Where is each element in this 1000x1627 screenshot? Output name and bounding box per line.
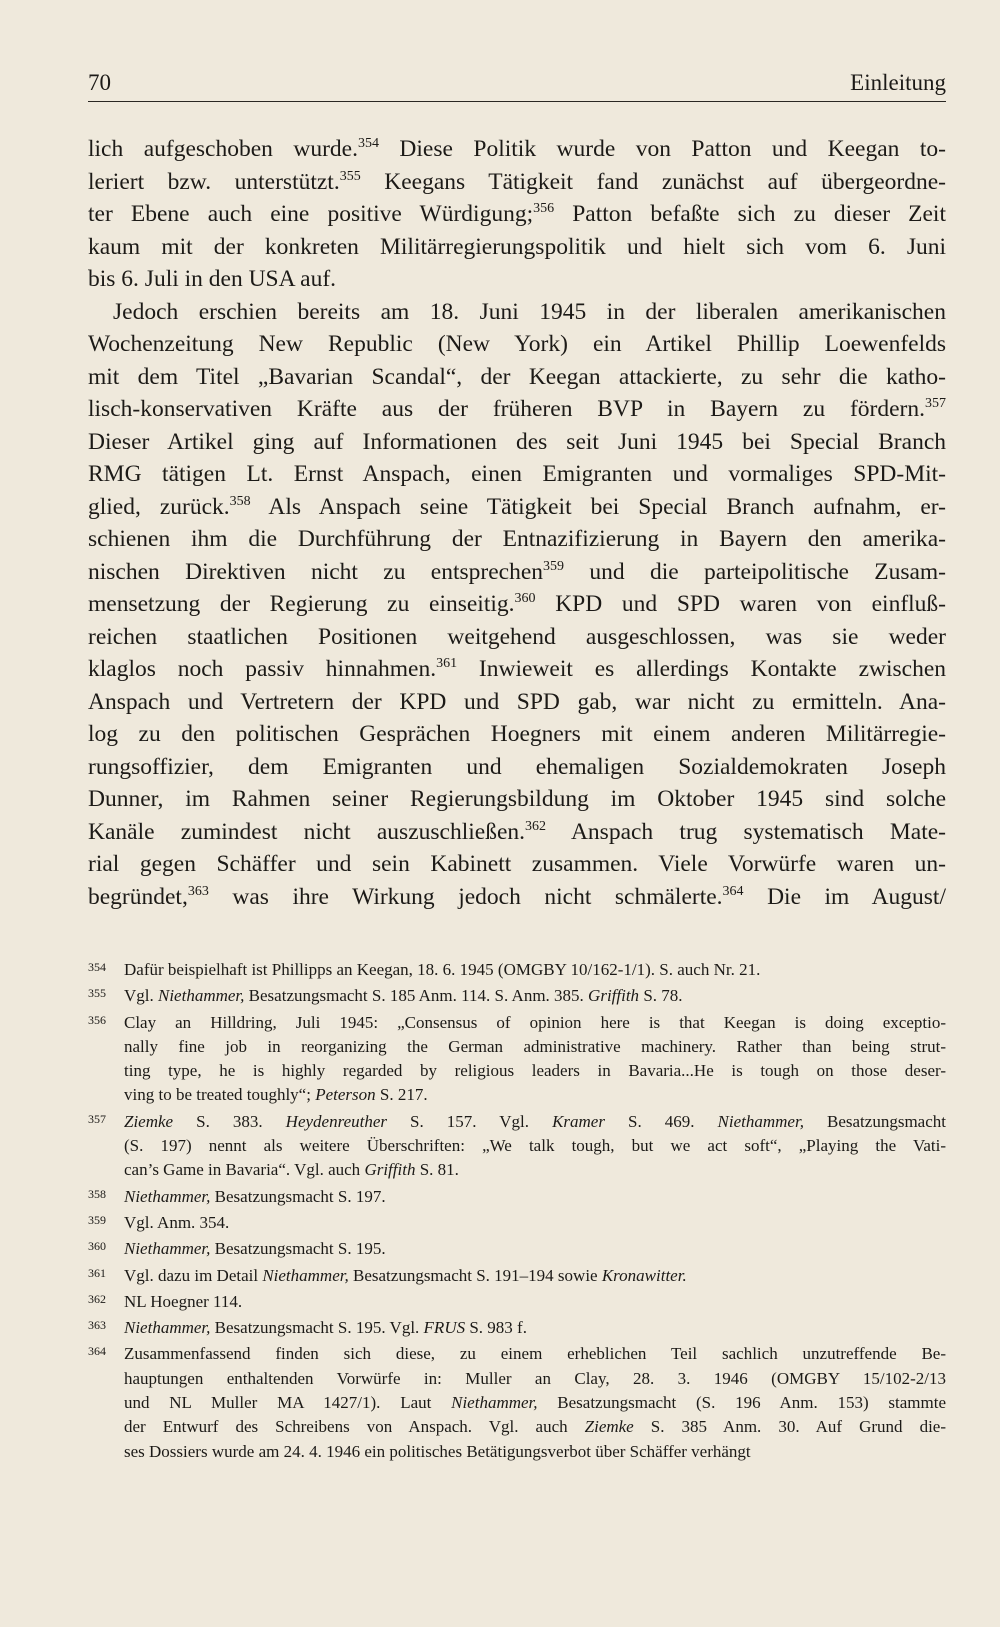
- text-run: Jedoch erschien bereits am 18. Juni 1945 in der liberalen amerikanischen: [113, 298, 946, 325]
- text-run: Anspach trug systematisch Mate-: [546, 818, 946, 845]
- footnote-number: 360: [88, 1239, 106, 1254]
- text-run: klaglos noch passiv hinnahmen.: [88, 656, 437, 682]
- text-line: [88, 426, 946, 459]
- text-run: rial gegen Schäffer und sein Kabinett zusammen. Viele Vorwürfe waren un-: [88, 851, 946, 877]
- footnote-ref: 358: [229, 493, 251, 509]
- footnote-line: [124, 1185, 946, 1209]
- footnote: [88, 1342, 946, 1463]
- text-run: lich aufgeschoben wurde.: [88, 136, 358, 162]
- italic-text: Griffith: [588, 986, 640, 1006]
- text-line: [88, 166, 946, 199]
- text-run: Dieser Artikel ging auf Informationen des seit Juni 1945 bei Special Branch: [88, 428, 946, 455]
- text-run: ting type, he is highly regarded by religious leaders in Bavaria...He is tough on those deser-: [124, 1061, 946, 1081]
- text-line: [88, 718, 946, 751]
- text-line: [88, 133, 946, 166]
- text-run: S. 983 f.: [465, 1318, 527, 1338]
- text-run: Inwieweit es allerdings Kontakte zwischen: [457, 656, 947, 682]
- text-run: Die im August/: [743, 883, 946, 910]
- footnote: [88, 1316, 946, 1340]
- footnote-line: [124, 1059, 946, 1083]
- text-run: ses Dossiers wurde am 24. 4. 1946 ein politisches Betätigungsverbot über Schäffer verhängt: [124, 1441, 751, 1461]
- footnote: [88, 958, 946, 982]
- text-run: mensetzung der Regierung zu einseitig.: [88, 591, 515, 617]
- footnote-number: 363: [88, 1318, 106, 1333]
- footnote-line: [124, 1211, 946, 1235]
- footnote-text: [124, 1264, 946, 1288]
- footnote-line: [124, 1158, 946, 1182]
- text-run: und NL Muller MA 1427/1). Laut: [124, 1393, 452, 1413]
- text-run: glied, zurück.: [88, 493, 230, 520]
- text-run: kaum mit der konkreten Militärregierungspolitik und hielt sich vom 6. Juni: [88, 233, 946, 260]
- text-line: [88, 588, 946, 621]
- text-run: Diese Politik wurde von Patton und Keegan to-: [378, 136, 946, 162]
- footnote: [88, 1264, 946, 1288]
- text-run: rungsoffizier, dem Emigranten und ehemaligen Sozialdemokraten Joseph: [88, 753, 946, 780]
- italic-text: Peterson: [315, 1085, 376, 1105]
- text-run: der Entwurf des Schreibens von Anspach. Vgl. auch: [124, 1417, 585, 1437]
- italic-text: Ziemke: [584, 1417, 634, 1437]
- italic-text: Niethammer,: [262, 1265, 349, 1285]
- footnote-text: [124, 1110, 946, 1183]
- text-line: [88, 686, 946, 719]
- text-run: S. 385 Anm. 30. Auf Grund die-: [633, 1417, 946, 1437]
- text-run: schienen ihm die Durchführung der Entnazifizierung in Bayern den amerika-: [88, 526, 946, 552]
- footnote-line: [124, 1110, 946, 1134]
- text-line: [88, 458, 946, 491]
- footnote-number: 354: [88, 960, 106, 974]
- footnote-ref: 357: [925, 396, 946, 411]
- italic-text: Heydenreuther: [285, 1111, 387, 1131]
- text-run: Vgl. Anm. 354.: [124, 1212, 230, 1232]
- footnote-line: [124, 1134, 946, 1158]
- footnote-number: 361: [88, 1265, 106, 1280]
- footnote-line: [124, 1035, 946, 1059]
- text-run: nischen Direktiven nicht zu entsprechen: [88, 558, 544, 585]
- text-run: und die parteipolitische Zusam-: [564, 558, 946, 585]
- footnote-ref: 360: [514, 591, 536, 606]
- italic-text: Niethammer,: [124, 1186, 211, 1206]
- footnote-ref: 364: [722, 883, 744, 899]
- footnote-line: [124, 1264, 946, 1288]
- footnote-text: [124, 958, 946, 982]
- footnote-ref: 359: [543, 558, 565, 574]
- italic-text: Niethammer,: [451, 1393, 538, 1413]
- text-run: Besatzungsmacht S. 185 Anm. 114. S. Anm. 385.: [244, 986, 589, 1006]
- footnote: [88, 1011, 946, 1108]
- text-run: Besatzungsmacht S. 195. Vgl.: [210, 1318, 424, 1338]
- footnote-text: [124, 1342, 946, 1463]
- main-text: [88, 133, 946, 913]
- text-line: [88, 816, 946, 849]
- text-line: [88, 231, 946, 264]
- page-header: [88, 70, 946, 96]
- italic-text: Ziemke: [124, 1111, 174, 1131]
- text-run: Kanäle zumindest nicht auszuschließen.: [88, 818, 525, 845]
- footnote-number: 359: [88, 1212, 106, 1227]
- text-run: Besatzungsmacht S. 191–194 sowie: [348, 1265, 602, 1285]
- text-run: Wochenzeitung New Republic (New York) ein Artikel Phillip Loewenfelds: [88, 331, 946, 357]
- footnote-ref: 354: [357, 136, 379, 151]
- footnote-ref: 362: [525, 818, 546, 834]
- text-run: begründet,: [88, 883, 188, 910]
- footnote-number: 357: [88, 1111, 106, 1126]
- text-run: ving to be treated toughly“;: [124, 1085, 316, 1105]
- text-run: S. 81.: [415, 1160, 459, 1180]
- text-line: [88, 491, 946, 524]
- text-run: NL Hoegner 114.: [124, 1291, 243, 1311]
- text-run: S. 157. Vgl.: [387, 1111, 553, 1131]
- text-line: [88, 621, 946, 654]
- italic-text: Niethammer,: [124, 1318, 211, 1338]
- italic-text: Niethammer,: [124, 1239, 211, 1259]
- footnote-number: 364: [88, 1344, 106, 1359]
- footnotes: [88, 958, 946, 1464]
- footnote-text: [124, 1011, 946, 1108]
- footnote-line: [124, 984, 946, 1008]
- text-run: Patton befaßte sich zu dieser Zeit: [554, 201, 946, 227]
- text-line: [88, 751, 946, 784]
- text-line: [88, 556, 946, 589]
- italic-text: Kramer: [552, 1111, 605, 1131]
- italic-text: FRUS: [423, 1318, 466, 1338]
- text-run: can’s Game in Bavaria“. Vgl. auch: [124, 1160, 365, 1180]
- footnote-text: [124, 1237, 946, 1261]
- footnote-line: [124, 1342, 946, 1366]
- text-run: Dunner, im Rahmen seiner Regierungsbildung im Oktober 1945 sind solche: [88, 786, 946, 812]
- footnote-text: [124, 1211, 946, 1235]
- text-line: [88, 361, 946, 394]
- text-run: lisch-konservativen Kräfte aus der früheren BVP in Bayern zu fördern.: [88, 396, 925, 422]
- footnote: [88, 1290, 946, 1314]
- footnote-number: 358: [88, 1186, 106, 1201]
- header-rule: [88, 101, 946, 102]
- footnote: [88, 984, 946, 1008]
- footnote-ref: 355: [339, 168, 361, 184]
- text-run: hauptungen enthaltenden Vorwürfe in: Muller an Clay, 28. 3. 1946 (OMGBY 15/102-2/13: [124, 1368, 946, 1388]
- text-run: Als Anspach seine Tätigkeit bei Special Branch aufnahm, er-: [250, 493, 946, 520]
- italic-text: Niethammer,: [158, 986, 245, 1006]
- footnote: [88, 1185, 946, 1209]
- footnote-line: [124, 1237, 946, 1261]
- footnote-line: [124, 1083, 946, 1107]
- text-run: Besatzungsmacht (S. 196 Anm. 153) stammte: [537, 1393, 946, 1413]
- text-line: [88, 198, 946, 231]
- footnote-line: [124, 1367, 946, 1391]
- text-line: [88, 393, 946, 426]
- text-run: mit dem Titel „Bavarian Scandal“, der Keegan attackierte, zu sehr die katho-: [88, 363, 946, 390]
- footnote-line: [124, 1316, 946, 1340]
- page-number: 70: [88, 70, 111, 95]
- text-run: Dafür beispielhaft ist Phillipps an Keegan, 18. 6. 1945 (OMGBY 10/162-1/1). S. auch Nr. 21.: [124, 960, 761, 979]
- text-line: [88, 523, 946, 556]
- text-line: [88, 328, 946, 361]
- text-run: (S. 197) nennt als weitere Überschriften: „We talk tough, but we act soft“, „Playing the Vati-: [124, 1136, 946, 1156]
- italic-text: Griffith: [364, 1160, 416, 1180]
- text-run: Keegans Tätigkeit fand zunächst auf übergeordne-: [360, 168, 946, 195]
- footnote-ref: 361: [436, 656, 458, 671]
- text-run: Vgl. dazu im Detail: [124, 1265, 263, 1285]
- footnote-text: [124, 984, 946, 1008]
- footnote-text: [124, 1316, 946, 1340]
- text-run: S. 383.: [173, 1111, 286, 1131]
- footnote-number: 356: [88, 1012, 106, 1027]
- text-run: Zusammenfassend finden sich diese, zu einem erheblichen Teil sachlich unzutreffende Be-: [124, 1344, 946, 1364]
- footnote: [88, 1211, 946, 1235]
- text-run: Besatzungsmacht S. 197.: [210, 1186, 386, 1206]
- text-run: log zu den politischen Gesprächen Hoegners mit einem anderen Militärregie-: [88, 721, 946, 747]
- italic-text: Kronawitter.: [601, 1265, 687, 1285]
- text-line: [88, 881, 946, 914]
- footnote-ref: 363: [187, 883, 209, 899]
- footnote-number: 355: [88, 986, 106, 1001]
- text-run: S. 78.: [639, 986, 683, 1006]
- footnote-line: [124, 1391, 946, 1415]
- text-line: [88, 783, 946, 816]
- text-run: bis 6. Juli in den USA auf.: [88, 266, 337, 292]
- running-title: Einleitung: [850, 70, 946, 95]
- footnote: [88, 1110, 946, 1183]
- footnote-line: [124, 1415, 946, 1439]
- text-line: [88, 848, 946, 881]
- text-run: Besatzungsmacht S. 195.: [210, 1239, 386, 1259]
- text-run: Anspach und Vertretern der KPD und SPD gab, war nicht zu ermitteln. Ana-: [88, 688, 946, 715]
- text-run: ter Ebene auch eine positive Würdigung;: [88, 201, 534, 227]
- footnote-line: [124, 1011, 946, 1035]
- text-run: reichen staatlichen Positionen weitgehend ausgeschlossen, was sie weder: [88, 623, 946, 650]
- text-line: [88, 653, 946, 686]
- text-run: RMG tätigen Lt. Ernst Anspach, einen Emigranten und vormaliges SPD-Mit-: [88, 461, 946, 487]
- text-run: S. 469.: [604, 1111, 718, 1131]
- footnote-number: 362: [88, 1291, 106, 1306]
- text-line: [88, 263, 946, 296]
- footnote-ref: 356: [533, 201, 555, 216]
- footnote: [88, 1237, 946, 1261]
- text-run: Besatzungsmacht: [803, 1111, 946, 1131]
- footnote-text: [124, 1290, 946, 1314]
- text-run: KPD und SPD waren von einfluß-: [535, 591, 947, 617]
- text-run: was ihre Wirkung jedoch nicht schmälerte.: [208, 883, 723, 910]
- text-run: nally fine job in reorganizing the German administrative machinery. Rather than being strut-: [124, 1036, 946, 1056]
- text-line: [88, 296, 946, 329]
- footnote-line: [124, 1440, 946, 1464]
- text-run: Clay an Hilldring, Juli 1945: „Consensus of opinion here is that Keegan is doing exceptio-: [124, 1012, 946, 1032]
- footnote-text: [124, 1185, 946, 1209]
- footnote-line: [124, 1290, 946, 1314]
- text-run: leriert bzw. unterstützt.: [88, 168, 340, 195]
- italic-text: Niethammer,: [717, 1111, 804, 1131]
- footnote-line: [124, 958, 946, 982]
- text-run: S. 217.: [375, 1085, 428, 1105]
- text-run: Vgl.: [124, 986, 158, 1006]
